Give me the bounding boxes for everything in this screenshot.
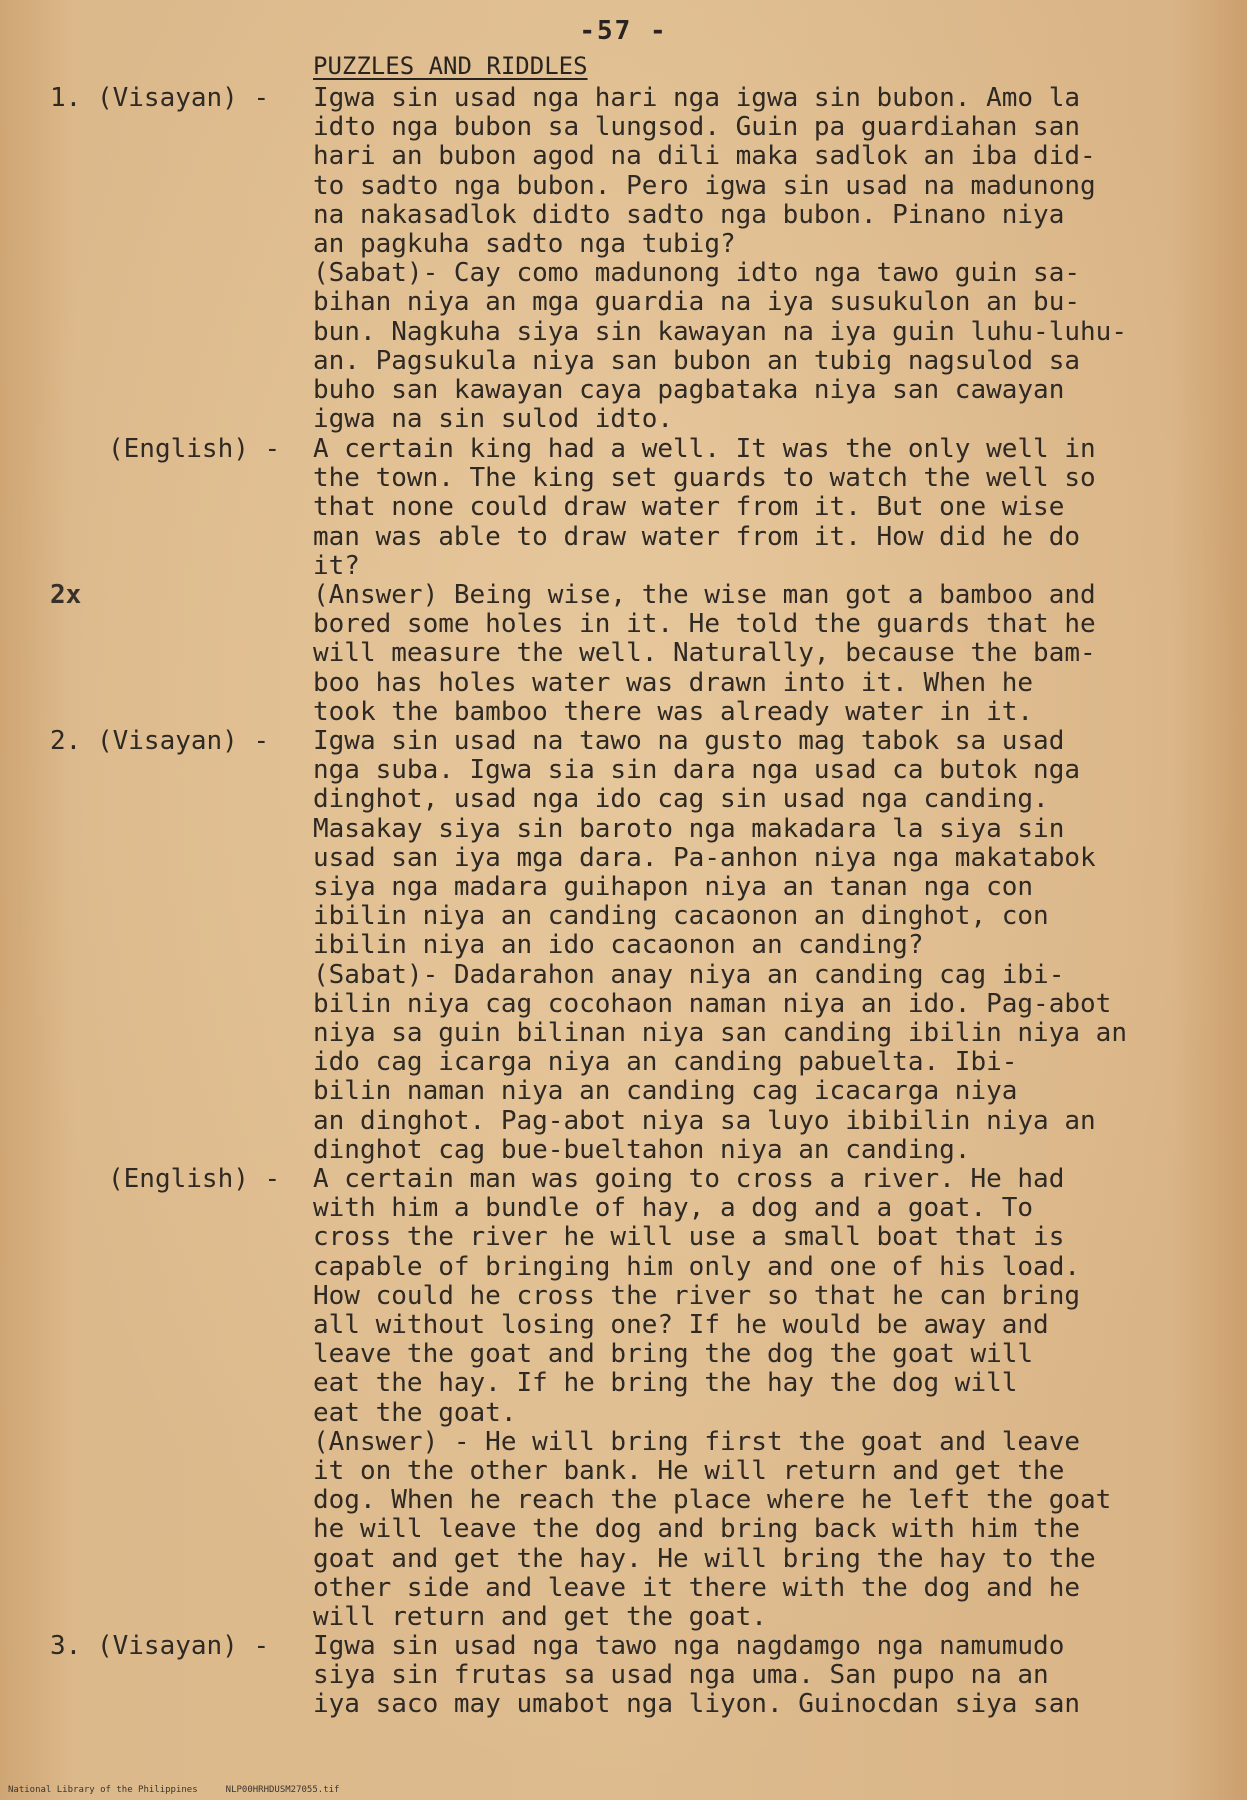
entry-text: A certain man was going to cross a river. He had with him a bundle of hay, a dog and a goat. To cross the river he will use a small boat that is capable of bringing him only and one of his load. How could he cross the river so that he can bring all without losing one? If he would be away and leave the goat and bring the dog the goat will eat the hay. If he bring the hay the dog will eat the goat. (Answer) - He will bring first the goat and leave it on the other bank. He will return and get the dog. When he reach the place where he left the goat he will leave the dog and bring back with him the goat and get the hay. He will bring the hay to the other side and leave it there with the dog and he will return and get the goat. [313,1164,1112,1633]
footer-library: National Library of the Philippines [8,1785,198,1795]
entry-text: (Answer) Being wise, the wise man got a bamboo and bored some holes in it. He told the guards that he will measure the well. Naturally, because the bam- boo has holes water was drawn into it. When he took the bamboo there was already water in it. [313,580,1096,727]
entry-text: Igwa sin usad nga tawo nga nagdamgo nga namumudo siya sin frutas sa usad nga uma. San pupo na an iya saco may umabot nga liyon. Guinocdan siya san [313,1631,1081,1720]
entry-label: (English) - [108,434,281,464]
entry-label: 3. (Visayan) - [50,1631,270,1661]
entry-label: 1. (Visayan) - [50,83,270,113]
margin-note: 2x [50,580,82,610]
entry-text: Igwa sin usad nga hari nga igwa sin bubon. Amo la idto nga bubon sa lungsod. Guin pa guardiahan san hari an bubon agod na dili maka sadlok an iba did- to sadto nga bubon. Pero igwa sin usad na madunong na nakasadlok didto sadto nga bubon. Pinano niya an pagkuha sadto nga tubig? (Sabat)- Cay como madunong idto nga tawo guin sa- bihan niya an mga guardia na iya susukulon an bu- bun. Nagkuha siya sin kawayan na iya guin luhu-luhu- an. Pagsukula niya san bubon an tubig nagsulod sa buho san kawayan caya pagbataka niya san cawayan igwa na sin sulod idto. [313,83,1127,435]
footer [8,1785,339,1795]
entry-label: 2. (Visayan) - [50,726,270,756]
entry-label: (English) - [108,1164,281,1194]
page-title: PUZZLES AND RIDDLES [313,52,588,80]
footer-file-code: NLP00HRHDUSM27055.tif [225,1785,340,1795]
entry-text: Igwa sin usad na tawo na gusto mag tabok sa usad nga suba. Igwa sia sin dara nga usad ca butok nga dinghot, usad nga ido cag sin usad nga canding. Masakay siya sin baroto nga makadara la siya sin usad san iya mga dara. Pa-anhon niya nga makatabok siya nga madara guihapon niya an tanan nga con ibilin niya an canding cacaonon an dinghot, con ibilin niya an ido cacaonon an canding? (Sabat)- Dadarahon anay niya an canding cag ibi- bilin niya cag cocohaon naman niya an ido. Pag-abot niya sa guin bilinan niya san canding ibilin niya an ido cag icarga niya an canding pabuelta. Ibi- bilin naman niya an canding cag icacarga niya an dinghot. Pag-abot niya sa luyo ibibilin niya an dinghot cag bue-bueltahon niya an canding. [313,726,1127,1165]
page-number: -57 - [579,16,668,46]
entry-text: A certain king had a well. It was the only well in the town. The king set guards to watch the well so that none could draw water from it. But one wise man was able to draw water from it. How did he do it? [313,434,1096,581]
